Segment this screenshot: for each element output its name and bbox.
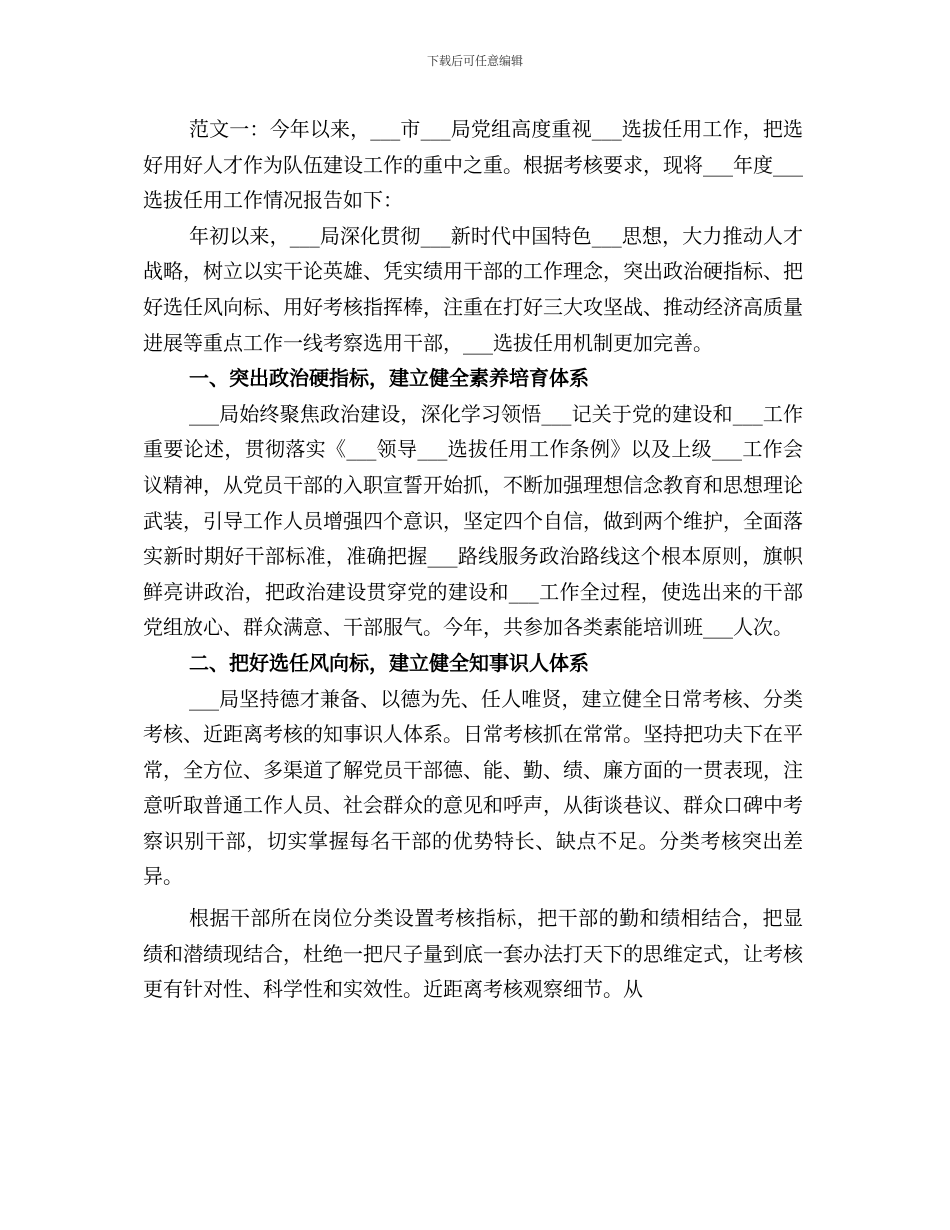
page-header: 下载后可任意编辑 <box>426 54 523 68</box>
paragraph-section-2-continued: 根据干部所在岗位分类设置考核指标，把干部的勤和绩相结合，把显绩和潜绩现结合，杜绝一把尺子量到底一套办法打天下的思维定式，让考核更有针对性、科学性和实效性。近距离考核观察细节。从 <box>143 906 803 1002</box>
paragraph-overview: 年初以来，___局深化贯彻___新时代中国特色___思想，大力推动人才战略，树立以实干论英雄、凭实绩用干部的工作理念，突出政治硬指标、把好选任风向标、用好考核指挥棒，注重在打好三大攻坚战、推动经济高质量进展等重点工作一线考察选用干部，___选拔任用机制更加完善。 <box>143 223 803 355</box>
document-body <box>143 112 803 1008</box>
section-heading-2: 二、把好选任风向标，建立健全知事识人体系 <box>189 650 589 675</box>
paragraph-section-1: ___局始终聚焦政治建设，深化学习领悟___记关于党的建设和___工作重要论述，贯彻落实《___领导___选拔任用工作条例》以及上级___工作会议精神，从党员干部的入职宣誓开始抓，不断加强理想信念教育和思想理论武装，引导工作人员增强四个意识，坚定四个自信，做到两个维护，全面落实新时期好干部标准，准确把握___路线服务政治路线这个根本原则，旗帜鲜亮讲政治，把政治建设贯穿党的建设和___工作全过程，使选出来的干部党组放心、群众满意、干部服气。今年，共参加各类素能培训班___人次。 <box>143 401 803 640</box>
paragraph-section-2: ___局坚持德才兼备、以德为先、任人唯贤，建立健全日常考核、分类考核、近距离考核的知事识人体系。日常考核抓在常常。坚持把功夫下在平常，全方位、多渠道了解党员干部德、能、勤、绩、廉方面的一贯表现，注意听取普通工作人员、社会群众的意见和呼声，从街谈巷议、群众口碑中考察识别干部，切实掌握每名干部的优势特长、缺点不足。分类考核突出差异。 <box>143 686 803 889</box>
paragraph-intro: 范文一：今年以来，___市___局党组高度重视___选拔任用工作，把选好用好人才作为队伍建设工作的重中之重。根据考核要求，现将___年度___选拔任用工作情况报告如下： <box>143 117 803 213</box>
section-heading-1: 一、突出政治硬指标，建立健全素养培育体系 <box>189 366 589 391</box>
